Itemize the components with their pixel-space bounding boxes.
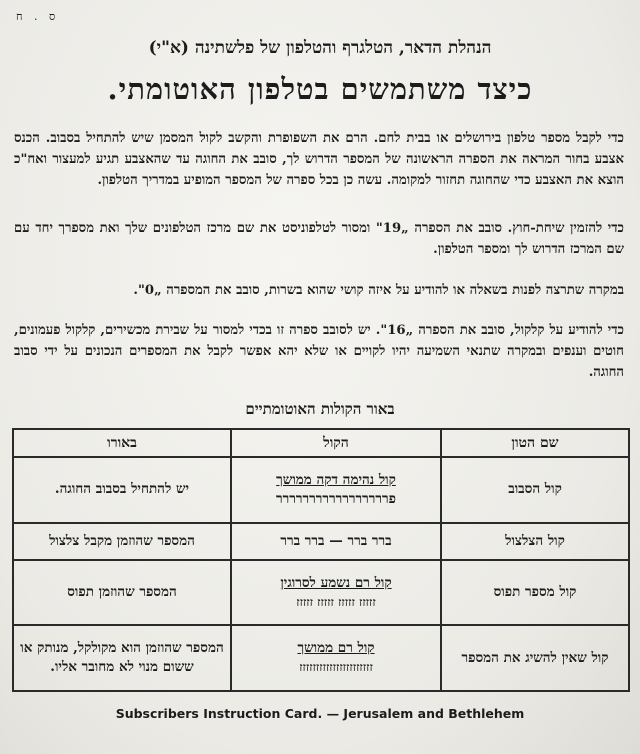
tone-sound [231, 457, 441, 523]
tones-table [12, 428, 630, 692]
table-row [13, 457, 629, 523]
header-meaning: באורו [13, 429, 231, 457]
sound-notation: זזזזז זזזזז זזזזז זזזזז [296, 594, 376, 609]
tone-meaning: יש להתחיל בסבוב החוגה. [13, 457, 231, 523]
paragraph-fault-report: כדי להודיע על קלקול, סובב את הספרה „16". יש לסובב ספרה זו בכדי למסור על שבירת מכשירים, קלקול פעמונים, חוטים וענפים ובמקרה שתנאי השמיעה יהיו לקויים או שלא יהא אפשר לקבל את המספרים הנכונים על ידי סבוב החוגה. [14, 323, 624, 380]
tone-sound [231, 523, 441, 560]
tone-sound [231, 625, 441, 691]
tone-meaning: המספר שהוזמן הוא מקולקל, מנותק או ששום מנוי לא מחובר אליו. [13, 625, 231, 691]
sound-notation: זזזזזזזזזזזזזזזזזזזזזז [299, 660, 373, 675]
paragraph-local-call: כדי לקבל מספר טלפון בירושלים או בבית לחם. הרם את השפופרת והקשב לקול המסמן שיש להתחיל בסבוב. הכנס אצבע בחור המראה את הספרה הראשונה של המספר הדרוש לך, סובב את החוגה עד שהאצבע תגיע למעצור ואח"כ הוצא את האצבע כדי שהחוגה תחזור למקומה. עשה כן בכל ספרה של המספר המופיע במדריך הטלפון. [14, 131, 624, 188]
header-sound: הקול [231, 429, 441, 457]
tone-meaning: המספר שהוזמן מקבל צלצול [13, 523, 231, 560]
table-title: באור הקולות האוטומתיים [245, 400, 395, 418]
page-title: כיצד משתמשים בטלפון האוטומתי. [107, 72, 533, 106]
tone-name: קול שאין להשיג את המספר [441, 625, 629, 691]
sound-description: קול נהימה דקה ממושך [276, 471, 396, 488]
sound-notation: פררררררררררררררררר [275, 490, 397, 507]
tone-name: קול הצלצול [441, 523, 629, 560]
sound-description: ברר ברר — ברר ברר [280, 532, 392, 549]
sound-description: קול רם נשמע לסרוגין [280, 574, 392, 591]
corner-mark: ס . ח [16, 10, 60, 23]
tone-name: קול הסבוב [441, 457, 629, 523]
tone-meaning: המספר שהוזמן תפוס [13, 560, 231, 626]
paragraph-inquiry: במקרה שתרצה לפנות בשאלה או להודיע על איזה קושי שהוא בשרות, סובב את המספרה „0". [133, 283, 624, 298]
table-row [13, 523, 629, 560]
paragraph-trunk-call: כדי להזמין שיחת-חוץ. סובב את הספרה „19" ומסור לטלפוניסט את שם מרכז הטלפונים שלך ואת מספרך יחד עם שם המרכז הדרוש לך ומספר הטלפון. [14, 221, 624, 257]
table-header-row [13, 429, 629, 457]
header-tone-name: שם הטון [441, 429, 629, 457]
issuer-header: הנהלת הדאר, הטלגרף והטלפון של פלשתינה (א"י) [148, 38, 492, 58]
sound-description: קול רם ממושך [297, 640, 375, 657]
table-row [13, 560, 629, 626]
tone-sound [231, 560, 441, 626]
tone-name: קול מספר תפוס [441, 560, 629, 626]
footer-caption: Subscribers Instruction Card. — Jerusalem and Bethlehem [115, 706, 525, 721]
table-row [13, 625, 629, 691]
